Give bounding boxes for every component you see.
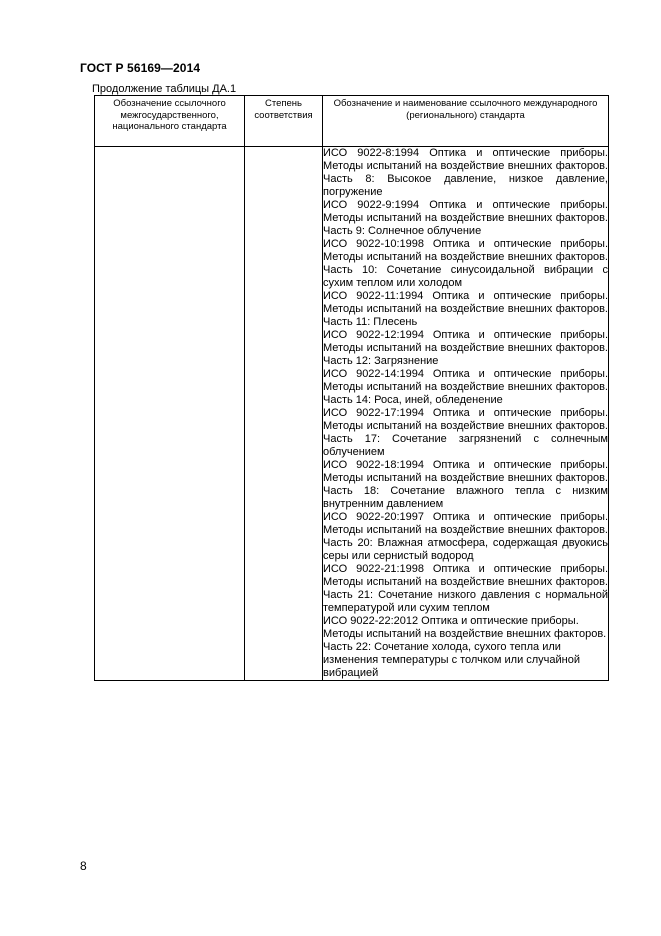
column-header-international-standard: Обозначение и наименование ссылочного международного (регионального) стандарта (323, 96, 609, 147)
standard-entry: ИСО 9022-9:1994 Оптика и оптические приборы. Методы испытаний на воздействие внешних факторов. Часть 9: Солнечное облучение (323, 199, 608, 237)
column-header-conformity-degree: Степень соответствия (245, 96, 323, 147)
international-standards-cell (323, 147, 609, 681)
standard-entry: ИСО 9022-20:1997 Оптика и оптические приборы. Методы испытаний на воздействие внешних факторов. Часть 20: Влажная атмосфера, содержащая двуокись серы или сернистый водород (323, 511, 608, 562)
reference-table (94, 95, 609, 681)
standard-entry: ИСО 9022-17:1994 Оптика и оптические приборы. Методы испытаний на воздействие внешних факторов. Часть 17: Сочетание загрязнений с солнечным облучением (323, 407, 608, 458)
standard-entry: ИСО 9022-22:2012 Оптика и оптические приборы. Методы испытаний на воздействие внешних факторов. Часть 22: Сочетание холода, сухого тепла или изменения температуры с толчком или случайной вибрацией (323, 615, 607, 679)
standard-entry: ИСО 9022-18:1994 Оптика и оптические приборы. Методы испытаний на воздействие внешних факторов. Часть 18: Сочетание влажного тепла с низким внутренним давлением (323, 459, 608, 510)
table-caption: Продолжение таблицы ДА.1 (92, 83, 237, 95)
standard-entry: ИСО 9022-14:1994 Оптика и оптические приборы. Методы испытаний на воздействие внешних факторов. Часть 14: Роса, иней, обледенение (323, 368, 608, 406)
document-code: ГОСТ Р 56169—2014 (80, 61, 201, 75)
table-row (95, 147, 609, 681)
standard-entry: ИСО 9022-12:1994 Оптика и оптические приборы. Методы испытаний на воздействие внешних факторов. Часть 12: Загрязнение (323, 329, 608, 367)
standard-entry: ИСО 9022-21:1998 Оптика и оптические приборы. Методы испытаний на воздействие внешних факторов. Часть 21: Сочетание низкого давления с нормальной температурой или сухим теплом (323, 563, 608, 614)
standard-entry: ИСО 9022-11:1994 Оптика и оптические приборы. Методы испытаний на воздействие внешних факторов. Часть 11: Плесень (323, 290, 608, 328)
table-header-row (95, 96, 609, 147)
standard-entry: ИСО 9022-8:1994 Оптика и оптические приборы. Методы испытаний на воздействие внешних факторов. Часть 8: Высокое давление, низкое давление, погружение (323, 147, 608, 198)
page-number: 8 (80, 859, 87, 873)
national-standard-cell (95, 147, 245, 681)
standard-entry: ИСО 9022-10:1998 Оптика и оптические приборы. Методы испытаний на воздействие внешних факторов. Часть 10: Сочетание синусоидальной вибрации с сухим теплом или холодом (323, 238, 608, 289)
conformity-degree-cell (245, 147, 323, 681)
column-header-national-standard: Обозначение ссылочного межгосударственного, национального стандарта (95, 96, 245, 147)
